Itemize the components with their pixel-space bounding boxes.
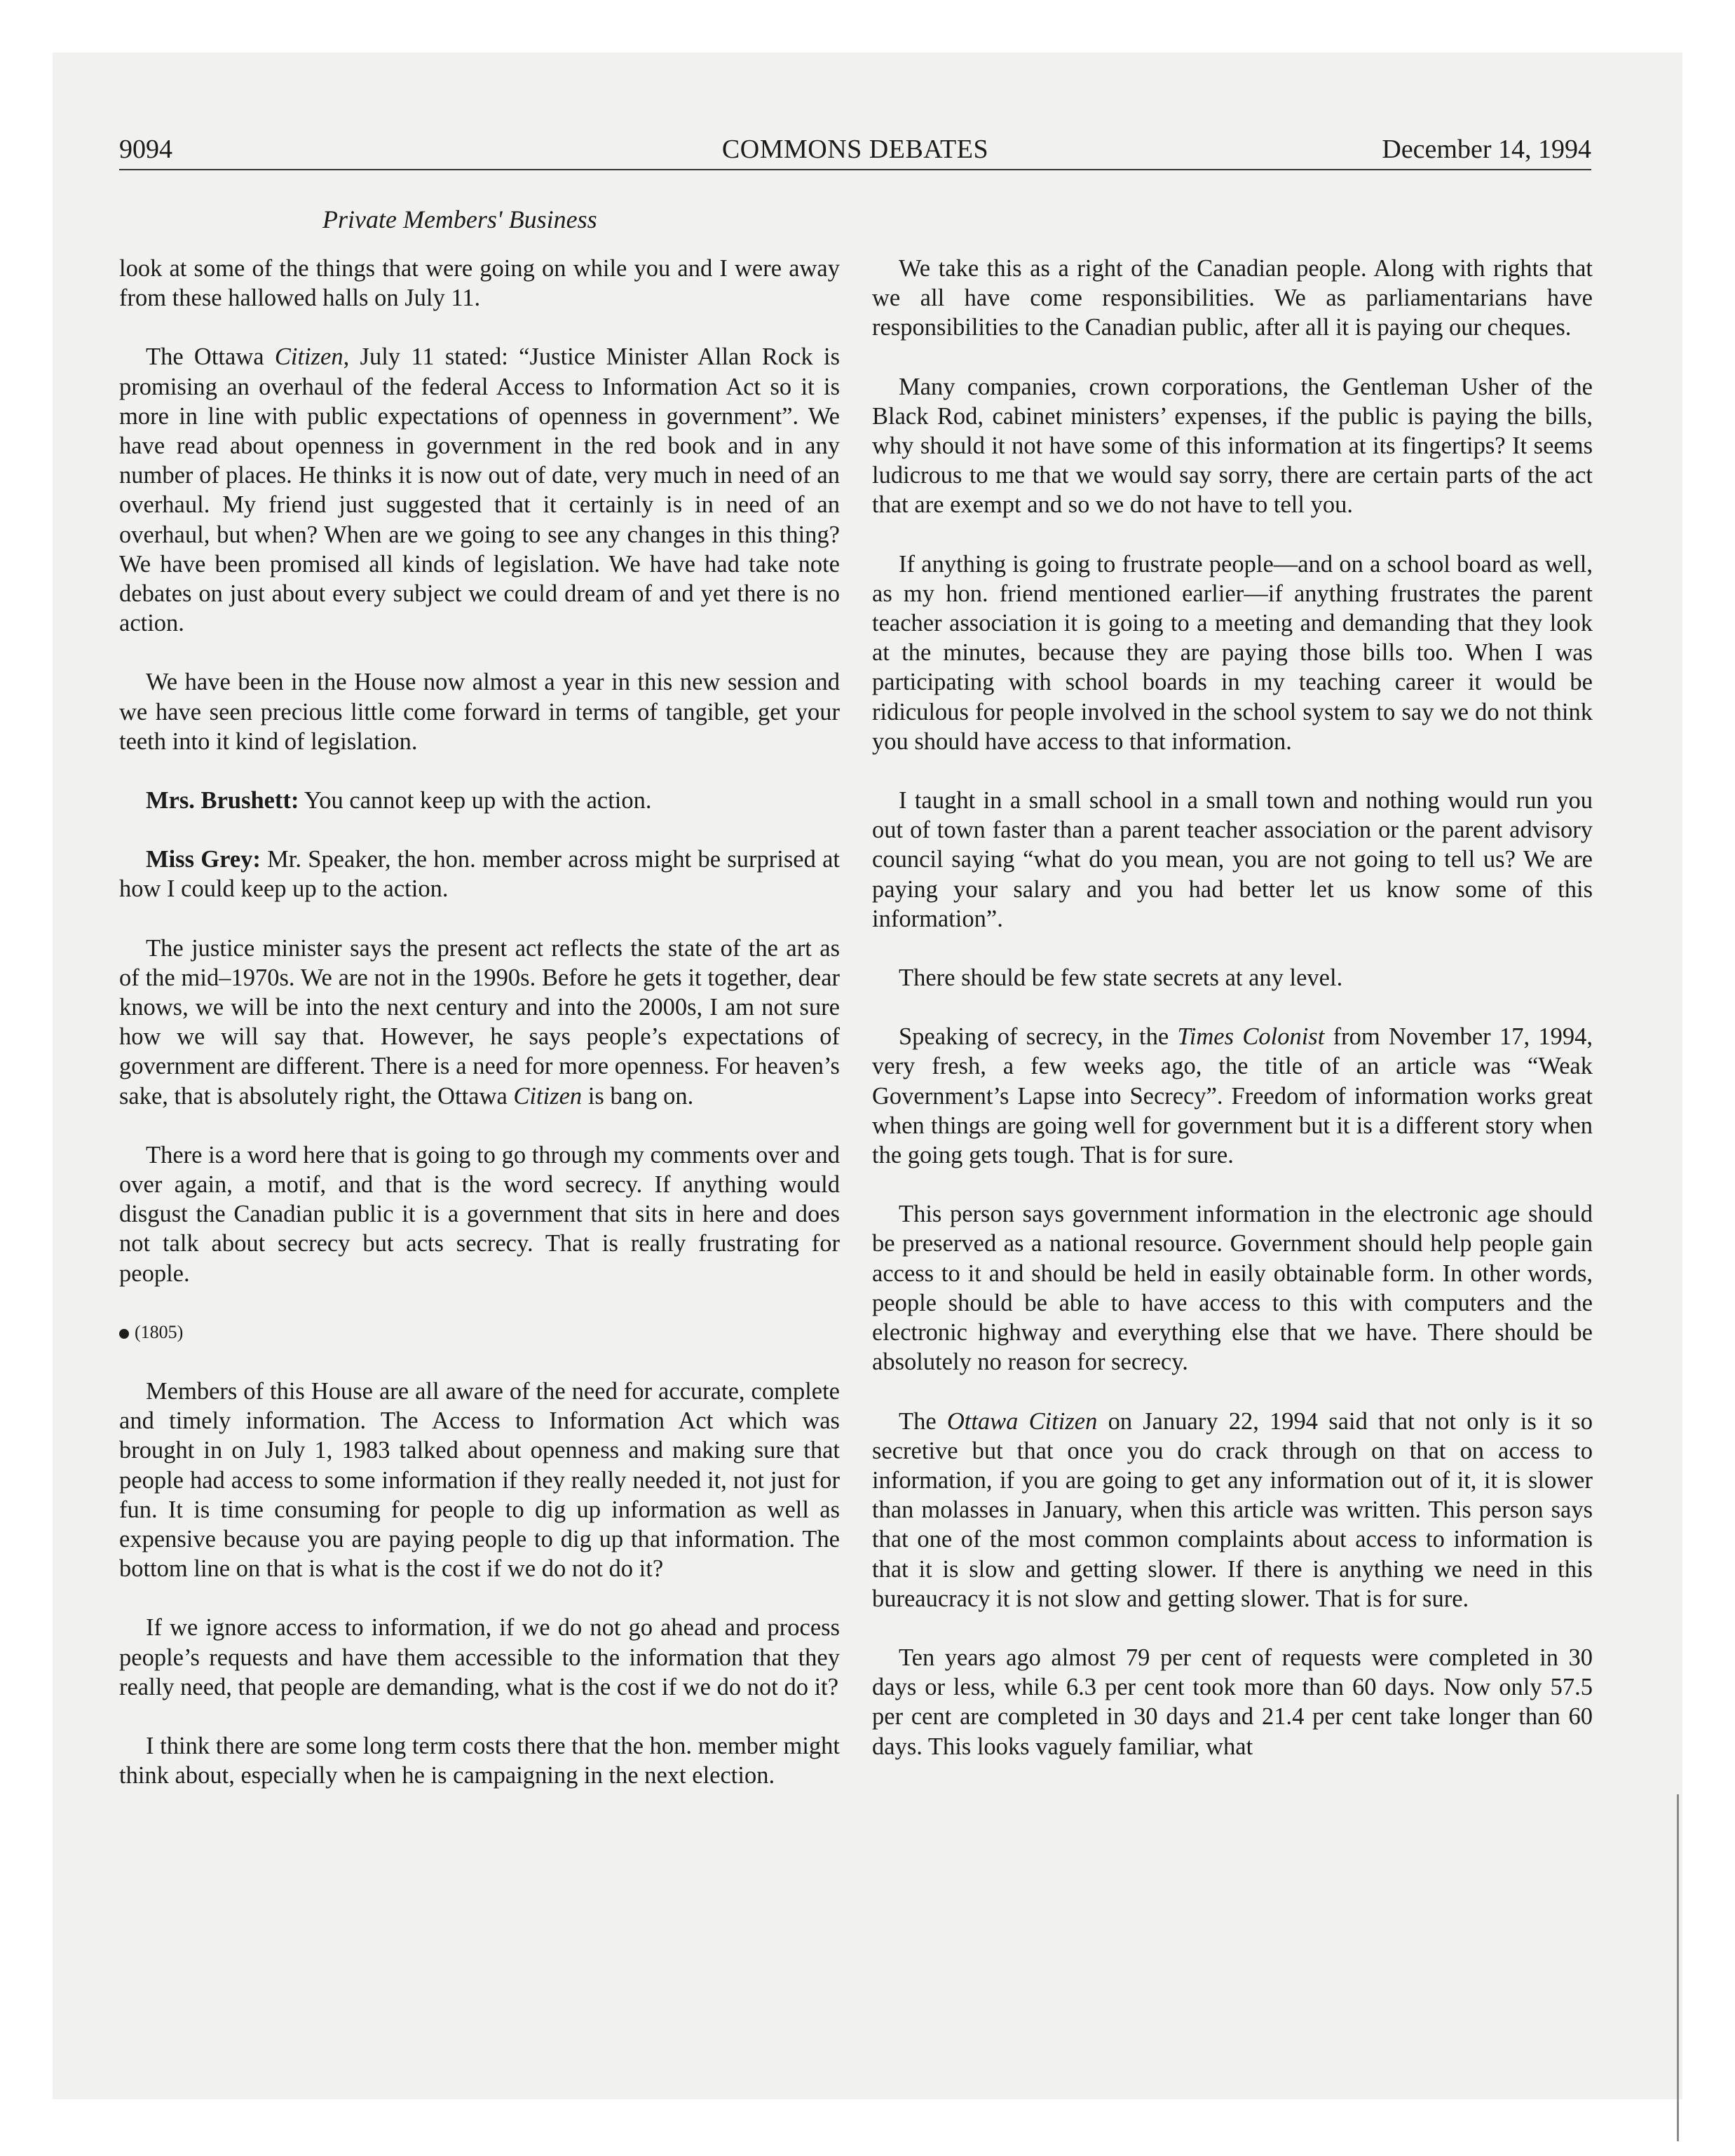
paragraph: The Ottawa Citizen on January 22, 1994 said that not only is it so secretive but that once you do crack through on that on access to information, if you are going to get any information out of it, it is slower than molasses in January, when this article was written. This person says that one of the most common complaints about access to information is that it is slow and getting slower. If there is anything we need in this bureaucracy it is not slow and getting slower. That is for sure. — [872, 1407, 1593, 1612]
page-number: 9094 — [119, 135, 172, 164]
paragraph: Members of this House are all aware of the need for accurate, complete and timely information. The Access to Information Act which was brought in on July 1, 1983 talked about openness and making sure that people had access to some information if they really needed it, not just for fun. It is time consuming for people to dig up information as well as expensive because you are paying people to dig up that information. The bottom line on that is what is the cost if we do not do it? — [119, 1377, 840, 1583]
paragraph: Ten years ago almost 79 per cent of requests were completed in 30 days or less, while 6.3 per cent took more than 60 days. Now only 57.5 per cent are completed in 30 days and 21.4 per cent take longer than 60 days. This looks vaguely familiar, what — [872, 1644, 1593, 1760]
speaker-intervention: Miss Grey: Mr. Speaker, the hon. member across might be surprised at how I could keep up to the action. — [119, 846, 841, 903]
page-date: December 14, 1994 — [1382, 135, 1591, 164]
paragraph: If we ignore access to information, if we do not go ahead and process people’s requests and have them accessible to the information that they really need, that people are demanding, what is the cost if we do not do it? — [119, 1614, 840, 1700]
paragraph: Many companies, crown corporations, the Gentleman Usher of the Black Rod, cabinet ministers’ expenses, if the public is paying the bills, why should it not have some of this information at its fingertips? It seems ludicrous to me that we would say sorry, there are certain parts of the act that are exempt and so we do not have to tell you. — [872, 373, 1593, 519]
section-title: Private Members' Business — [322, 205, 597, 233]
time-stamp: (1805) — [119, 1318, 840, 1347]
paragraph: Speaking of secrecy, in the Times Colonist from November 17, 1994, very fresh, a few weeks ago, the title of an article was “Weak Government’s Lapse into Secrecy”. Freedom of information works great when things are going well for government but it is a different story when the going gets tough. That is for sure. — [872, 1023, 1593, 1169]
speaker-name: Miss Grey: — [146, 846, 261, 873]
speaker-intervention: Mrs. Brushett: You cannot keep up with the action. — [146, 787, 652, 814]
paragraph: The Ottawa Citizen, July 11 stated: “Justice Minister Allan Rock is promising an overhaul of the federal Access to Information Act so it is more in line with public expectations of openness in government”. We have read about openness in government in the red book and in any number of places. He thinks it is now out of date, very much in need of an overhaul. My friend just suggested that it certainly is in need of an overhaul, but when? When are we going to see any changes in this thing? We have been promised all kinds of legislation. We have had take note debates on just about every subject we could dream of and yet there is no action. — [119, 343, 840, 637]
paragraph: look at some of the things that were going on while you and I were away from these hallowed halls on July 11. — [119, 255, 840, 312]
paragraph: This person says government information in the electronic age should be preserved as a national resource. Government should help people gain access to it and should be held in easily obtainable form. In other words, people should be able to have access to this with computers and the electronic highway and everything else that we have. There should be absolutely no reason for secrecy. — [872, 1201, 1593, 1376]
paragraph: We take this as a right of the Canadian people. Along with rights that we all have come responsibilities. We as parliamentarians have responsibilities to the Canadian public, after all it is paying our cheques. — [872, 255, 1593, 341]
speaker-name: Mrs. Brushett: — [146, 787, 299, 814]
newspaper-name: Citizen — [513, 1082, 583, 1110]
paragraph: There is a word here that is going to go through my comments over and over again, a motif, and that is the word secrecy. If anything would disgust the Canadian public it is a government that sits in here and does not talk about secrecy but acts secrecy. That is really frustrating for people. — [119, 1141, 840, 1287]
bullet-icon — [119, 1329, 129, 1339]
newspaper-name: Times Colonist — [1177, 1023, 1325, 1051]
page-header — [119, 128, 1591, 170]
publication-title: COMMONS DEBATES — [721, 135, 989, 164]
paragraph: If anything is going to frustrate people—and on a school board as well, as my hon. friend mentioned earlier—if anything frustrates the parent teacher association it is going to a meeting and demanding that they look at the minutes, because they are paying those bills too. When I was participating with school boards in my teaching career it would be ridiculous for people involved in the school system to say we do not think you should have access to that information. — [872, 550, 1593, 755]
paragraph: There should be few state secrets at any level. — [899, 964, 1343, 992]
scan-edge-line — [1677, 1794, 1679, 2141]
newspaper-name: Citizen — [274, 343, 343, 371]
paragraph: I taught in a small school in a small town and nothing would run you out of town faster than a parent teacher association or the parent advisory council saying “what do you mean, you are not going to tell us? We are paying your salary and you had better let us know some of this information”. — [872, 787, 1593, 932]
paragraph: The justice minister says the present act reflects the state of the art as of the mid–1970s. We are not in the 1990s. Before he gets it together, dear knows, we will be into the next century and into the 2000s, I am not sure how we will say that. However, he says people’s expectations of government are different. There is a need for more openness. For heaven’s sake, that is absolutely right, the Ottawa Citizen is bang on. — [119, 934, 840, 1110]
left-column — [119, 254, 840, 1820]
paragraph: We have been in the House now almost a year in this new session and we have seen precious little come forward in terms of tangible, get your teeth into it kind of legislation. — [119, 669, 840, 755]
paragraph: I think there are some long term costs there that the hon. member might think about, especially when he is campaigning in the next election. — [119, 1732, 840, 1789]
newspaper-name: Ottawa Citizen — [946, 1407, 1098, 1435]
right-column — [872, 254, 1593, 1791]
